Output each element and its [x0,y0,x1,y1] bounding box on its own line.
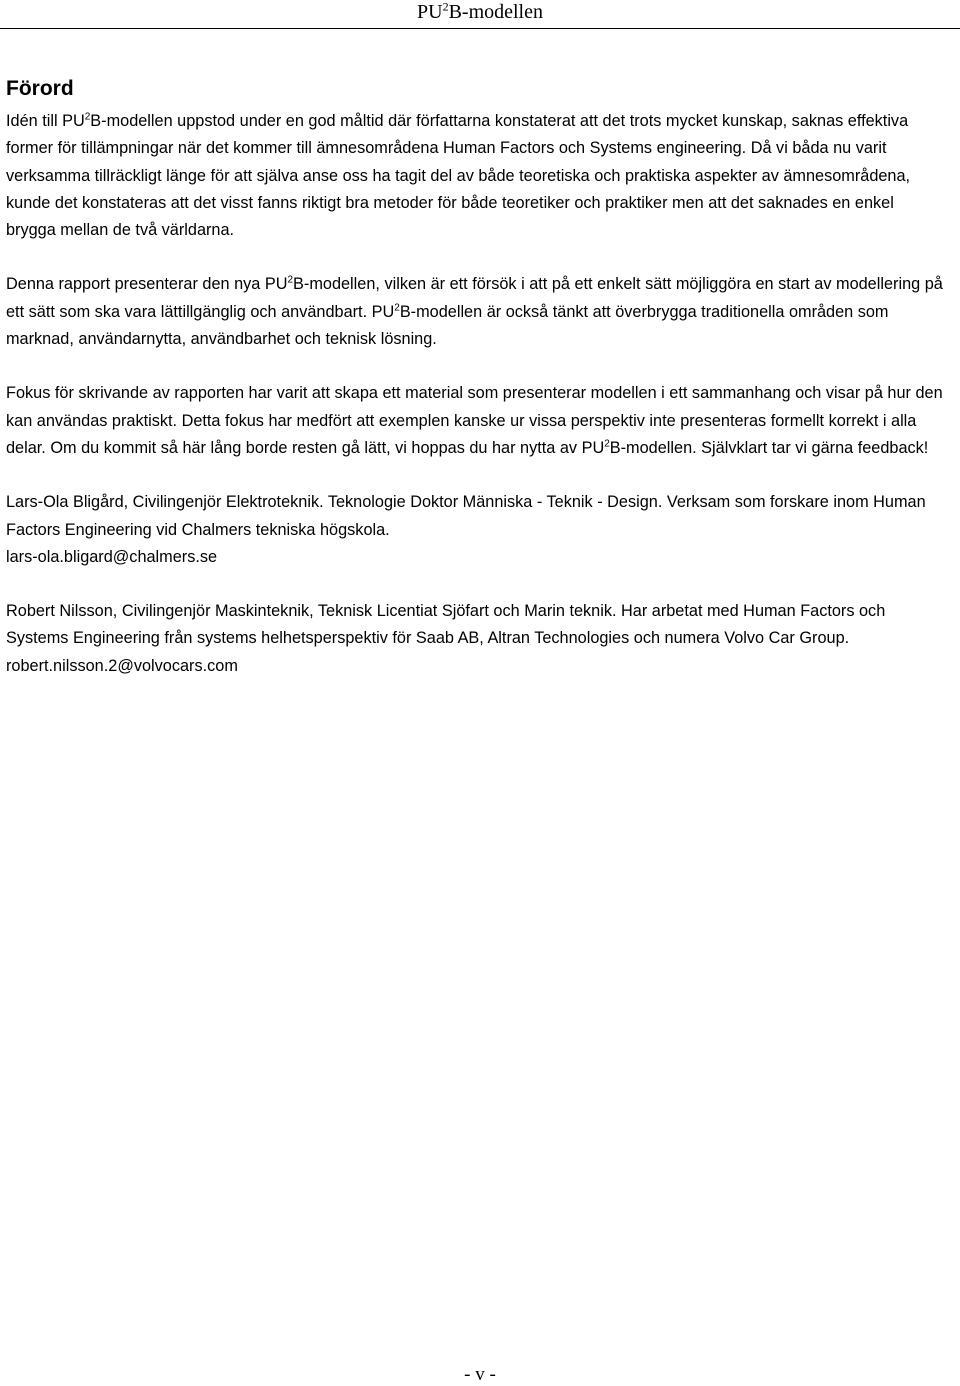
p3-text-b: B-modellen. Självklart tar vi gärna feedback! [609,438,929,457]
header-title-pre: PU [416,1,443,23]
page-body [6,74,946,707]
author-nilsson-email[interactable]: robert.nilsson.2@volvocars.com [6,656,238,675]
header-title-sup: 2 [442,0,449,14]
p3-text-a: Fokus för skrivande av rapporten har varit att skapa ett material som presenterar modellen i ett sammanhang och visar på hur den kan användas praktiskt. Detta fokus har medfört att exemplen kanske ur vissa perspektiv inte presenteras formellt korrekt i alla delar. Om du kommit så här lång borde resten gå lätt, vi hoppas du har nytta av PU [6,384,943,457]
paragraph-author-nilsson [6,598,946,680]
p2-sup-2: 2 [394,302,400,314]
p2-sup-1: 2 [287,275,294,287]
paragraph-report [6,271,946,353]
paragraph-intro [6,108,946,244]
paragraph-focus [6,380,946,462]
author-bligard-email[interactable]: lars-ola.bligard@chalmers.se [6,547,218,566]
p1-text-b: B-modellen uppstod under en god måltid där författarna konstaterat att det trots mycket kunskap, saknas effektiva former för tillämpningar när det kommer till ämnesområdena Human Factors och Systems engineering. Då vi båda nu varit verksamma tillräckligt länge för att själva anse oss ha tagit del av både teoretiska och praktiska aspekter av ämnesområdena, kunde det konstateras att det visst fanns riktigt bra metoder för både teoretiker och praktiker men att det saknades en enkel brygga mellan de två världarna. [6,112,911,240]
running-header [0,0,960,26]
section-heading: Förord [6,77,74,100]
p3-sup: 2 [604,438,610,450]
p1-sup: 2 [84,111,91,123]
paragraph-author-bligard [6,489,946,571]
header-title-post: B-modellen [448,1,543,23]
p2-text-c: B-modellen är också tänkt att överbrygga traditionella områden som marknad, användarnytta, användbarhet och teknisk lösning. [6,302,889,349]
p2-text-a: Denna rapport presenterar den nya PU [6,275,288,294]
author-bligard-bio: Lars-Ola Bligård, Civilingenjör Elektroteknik. Teknologie Doktor Människa - Teknik - Design. Verksam som forskare inom Human Factors Engineering vid Chalmers tekniska högskola. [6,493,926,539]
page-number: - v - [464,1364,496,1385]
p2-text-b: B-modellen, vilken är ett försök i att på ett enkelt sätt möjliggöra en start av modellering på ett sätt som ska vara lättillgänglig och användbart. PU [6,275,943,321]
author-nilsson-bio: Robert Nilsson, Civilingenjör Maskinteknik, Teknisk Licentiat Sjöfart och Marin teknik. Har arbetat med Human Factors och Systems Engineering från systems helhetsperspektiv för Saab AB, Altran Technologies och numera Volvo Car Group. [6,602,886,648]
p1-text-a: Idén till PU [6,112,85,130]
header-divider [0,28,960,29]
